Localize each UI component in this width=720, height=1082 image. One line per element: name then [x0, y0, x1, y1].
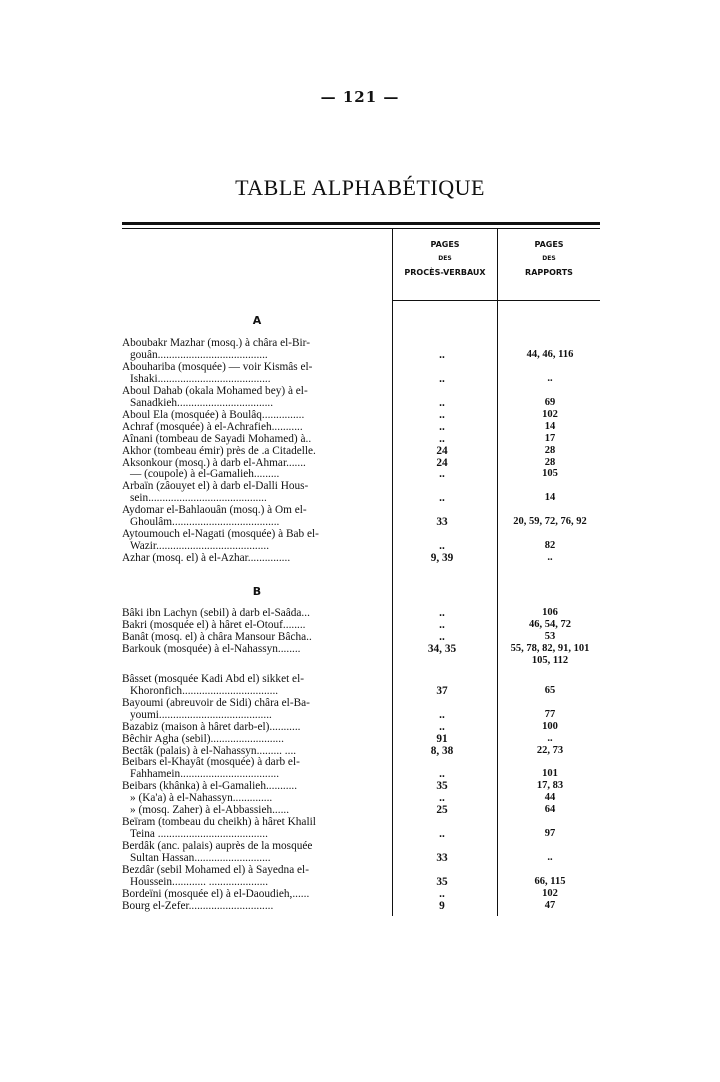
entry-text: Azhar (mosq. el) à el-Azhar............... [122, 552, 291, 565]
index-entry [122, 852, 600, 864]
index-entry [122, 673, 600, 685]
index-entry [122, 385, 600, 397]
entry-text: Wazir........................................ [130, 540, 270, 553]
entry-pages-rapports: 100 [542, 720, 558, 732]
entry-pages-proces-verbaux: .. [439, 408, 445, 421]
entry-text: Ghoulâm...................................... [130, 516, 280, 529]
index-entry [122, 540, 600, 552]
index-entry [122, 745, 600, 757]
entry-pages-proces-verbaux: .. [439, 396, 445, 409]
entry-text: Akhor (tombeau émir) près de .a Citadelle. [122, 444, 316, 457]
index-entry [122, 709, 600, 721]
entry-pages-proces-verbaux: 8, 38 [430, 744, 454, 757]
entry-text: Aboubakr Mazhar (mosq.) à châra el-Bir- [122, 337, 310, 349]
entry-pages-rapports: 66, 115 [534, 875, 566, 887]
entry-text: Aytoumouch el-Nagati (mosquée) à Bab el- [122, 528, 319, 541]
entry-pages-proces-verbaux: 25 [436, 804, 448, 817]
page-title: TABLE ALPHABÉTIQUE [235, 175, 485, 200]
index-entry [122, 337, 600, 349]
entry-pages-rapports: 28 [544, 456, 556, 468]
entry-text: Bordeïni (mosquée el) à el-Daoudieh,...... [122, 887, 310, 900]
index-entry [122, 445, 600, 457]
entry-text: Bezdâr (sebil Mohamed el) à Sayedna el- [122, 864, 309, 876]
index-entry [122, 552, 600, 564]
section-letter: B [252, 585, 262, 598]
entry-pages-proces-verbaux: .. [439, 607, 445, 619]
entry-pages-proces-verbaux: 9 [439, 899, 445, 912]
entry-pages-rapports: .. [547, 732, 553, 744]
index-entry [122, 433, 600, 445]
entry-text: sein.......................................... [130, 492, 267, 505]
entry-text: Arbaïn (zâouyet el) à darb el-Dalli Hous- [122, 480, 309, 493]
index-entry [122, 480, 600, 492]
index-entry [122, 397, 600, 409]
entry-text: Beibars el-Khayât (mosquée) à darb el- [122, 756, 300, 769]
entry-pages-rapports: 17 [544, 432, 556, 444]
entry-pages-rapports: 14 [544, 492, 556, 504]
entry-pages-rapports: 17, 83 [536, 780, 564, 792]
index-entry [122, 457, 600, 469]
entry-pages-proces-verbaux: .. [439, 540, 445, 553]
top-rule-thick [122, 222, 600, 225]
entry-pages-proces-verbaux: .. [439, 720, 445, 733]
column-header-pv-line1: PAGES [430, 240, 460, 249]
entry-pages-proces-verbaux: 35 [436, 875, 448, 888]
entry-text: gouân....................................... [130, 348, 268, 361]
entry-pages-proces-verbaux: 33 [436, 852, 448, 864]
entry-text: Beibars (khânka) à el-Gamalieh........... [122, 780, 298, 793]
entry-pages-rapports: .. [547, 852, 553, 863]
entry-pages-rapports: 102 [542, 887, 558, 899]
entry-pages-proces-verbaux: .. [439, 768, 445, 781]
entry-pages-proces-verbaux: .. [439, 432, 445, 445]
entry-pages-rapports: 64 [544, 804, 556, 816]
entry-text: Bectâk (palais) à el-Nahassyn......... .... [122, 744, 297, 757]
index-entry [122, 733, 600, 745]
entry-pages-proces-verbaux: .. [439, 887, 445, 900]
entry-pages-proces-verbaux: 34, 35 [427, 642, 457, 655]
entry-pages-proces-verbaux: .. [439, 420, 445, 433]
entry-text: Sanadkieh.................................. [130, 396, 274, 409]
index-entry [122, 876, 600, 888]
entry-pages-proces-verbaux: 35 [436, 780, 448, 793]
entry-text: Aboul Dahab (okala Mohamed bey) à el- [122, 384, 308, 397]
entry-text: Aydomar el-Bahlaouân (mosq.) à Om el- [122, 504, 307, 517]
entry-pages-rapports: 47 [544, 899, 556, 911]
entry-pages-proces-verbaux: .. [439, 492, 445, 505]
index-entry [122, 721, 600, 733]
entry-text: Aînani (tombeau de Sayadi Mohamed) à.. [122, 432, 312, 445]
entry-pages-proces-verbaux: 37 [436, 684, 448, 697]
entry-pages-rapports: 22, 73 [536, 744, 564, 756]
entry-text: Fahhamein................................... [130, 768, 280, 781]
index-entry [122, 816, 600, 828]
entry-text: Bazabiz (maison à hâret darb-el)........... [122, 720, 301, 733]
index-entry [122, 349, 600, 361]
entry-pages-rapports: 53 [544, 630, 556, 642]
entry-text: Aboul Ela (mosquée) à Boulâq............... [122, 408, 305, 421]
entry-text: Sultan Hassan........................... [130, 852, 271, 864]
index-entry [122, 792, 600, 804]
entry-pages-rapports: 55, 78, 82, 91, 101 [510, 642, 590, 654]
column-header-proces-verbaux [393, 238, 497, 280]
entry-pages-rapports: .. [547, 552, 553, 564]
header-rule-rp [497, 300, 600, 301]
entry-text: Beïram (tombeau du cheikh) à hâret Khalil [122, 816, 316, 829]
entry-pages-proces-verbaux: 24 [436, 444, 448, 457]
entry-pages-proces-verbaux: 91 [436, 732, 448, 745]
entry-text: Banât (mosq. el) à châra Mansour Bâcha.. [122, 630, 312, 643]
entry-pages-rapports: 46, 54, 72 [529, 619, 571, 630]
entry-pages-proces-verbaux: 33 [436, 516, 448, 529]
entry-text: » (mosq. Zaher) à el-Abbassieh...... [130, 804, 290, 817]
entry-pages-rapports: 101 [542, 768, 558, 780]
index-entry [122, 804, 600, 816]
index-entry [122, 643, 600, 655]
index-entry [122, 888, 600, 900]
entry-text: Bêchir Agha (sebil).......................... [122, 732, 284, 745]
index-entry [122, 492, 600, 504]
entry-text: Achraf (mosquée) à el-Achrafieh........... [122, 420, 303, 433]
index-entry [122, 840, 600, 852]
entry-pages-rapports: 105 [542, 468, 558, 480]
index-entry [122, 756, 600, 768]
index-entry [122, 828, 600, 840]
column-header-pv-line3: PROCÈS-VERBAUX [404, 268, 486, 277]
index-entry [122, 864, 600, 876]
entry-text: Bakri (mosquée el) à hâret el-Otouf........ [122, 619, 306, 631]
index-entry [122, 504, 600, 516]
entry-pages-rapports: 14 [544, 420, 556, 432]
entry-pages-proces-verbaux: .. [439, 630, 445, 643]
index-entry [122, 361, 600, 373]
column-header-pv-line2: DES [438, 255, 452, 262]
entry-text: Teina ....................................... [130, 828, 268, 841]
column-header-rapports [498, 238, 600, 280]
index-entry [122, 373, 600, 385]
index-entry [122, 697, 600, 709]
header-rule-pv [392, 300, 498, 301]
entry-pages-rapports: 102 [542, 408, 558, 420]
entry-pages-rapports: 44 [544, 792, 556, 804]
column-header-rp-line1: PAGES [534, 240, 564, 249]
top-rule-thin [122, 228, 600, 229]
entry-pages-rapports: 77 [544, 708, 556, 720]
index-entry [122, 780, 600, 792]
entry-pages-proces-verbaux: .. [439, 372, 445, 385]
index-entry [122, 619, 600, 631]
entry-text: Ishaki........................................ [130, 372, 271, 385]
entry-pages-proces-verbaux: .. [439, 348, 445, 361]
index-entry [122, 421, 600, 433]
entry-pages-rapports: 106 [542, 607, 558, 618]
index-entry [122, 900, 600, 912]
entry-pages-proces-verbaux: 9, 39 [430, 552, 454, 565]
section-letter: A [252, 314, 262, 327]
entry-text: Abouhariba (mosquée) — voir Kismâs el- [122, 360, 313, 373]
entry-text: Houssein............ ..................... [130, 875, 269, 888]
entry-text: Khoronfich.................................. [130, 684, 279, 697]
index-entry [122, 631, 600, 643]
entry-text: Barkouk (mosquée) à el-Nahassyn........ [122, 642, 301, 655]
entry-pages-rapports: 65 [544, 684, 556, 696]
entry-text: youmi........................................ [130, 708, 272, 721]
entry-text: Berdâk (anc. palais) auprès de la mosquée [122, 840, 313, 853]
entry-text: Bourg el-Zefer.............................. [122, 899, 274, 912]
page-number: — 121 — [320, 88, 400, 106]
index-entry [122, 409, 600, 421]
entry-pages-rapports: 28 [544, 444, 556, 456]
entry-pages-proces-verbaux: .. [439, 708, 445, 721]
index-entry [122, 516, 600, 528]
index-entry [122, 468, 600, 480]
entry-pages-proces-verbaux: .. [439, 619, 445, 631]
entry-text: Bâki ibn Lachyn (sebil) à darb el-Saâda... [122, 607, 310, 619]
entry-text: » (Ka'a) à el-Nahassyn.............. [130, 792, 273, 805]
column-header-rp-line2: DES [542, 255, 556, 262]
entry-pages-proces-verbaux: .. [439, 468, 445, 481]
entry-text: — (coupole) à el-Gamalieh......... [130, 468, 280, 481]
entry-text: Bâsset (mosquée Kadi Abd el) sikket el- [122, 672, 304, 685]
column-header-rp-line3: RAPPORTS [525, 268, 573, 277]
entry-text: Bayoumi (abreuvoir de Sidi) châra el-Ba- [122, 696, 310, 709]
entry-pages-rapports: 69 [544, 396, 556, 408]
entry-text: Aksonkour (mosq.) à darb el-Ahmar....... [122, 456, 306, 469]
index-entry [122, 655, 600, 667]
entry-pages-rapports: 82 [544, 540, 556, 552]
index-entry [122, 607, 600, 619]
index-entry [122, 685, 600, 697]
entry-pages-rapports: 97 [544, 828, 556, 840]
entry-pages-rapports: 20, 59, 72, 76, 92 [513, 516, 587, 528]
entry-pages-proces-verbaux: .. [439, 792, 445, 805]
entry-pages-rapports: 44, 46, 116 [526, 348, 574, 360]
entry-pages-rapports: .. [547, 372, 553, 384]
index-entry [122, 768, 600, 780]
index-entry [122, 528, 600, 540]
entry-pages-proces-verbaux: 24 [436, 456, 448, 469]
entry-pages-rapports: 105, 112 [531, 654, 569, 666]
entry-pages-proces-verbaux: .. [439, 828, 445, 841]
